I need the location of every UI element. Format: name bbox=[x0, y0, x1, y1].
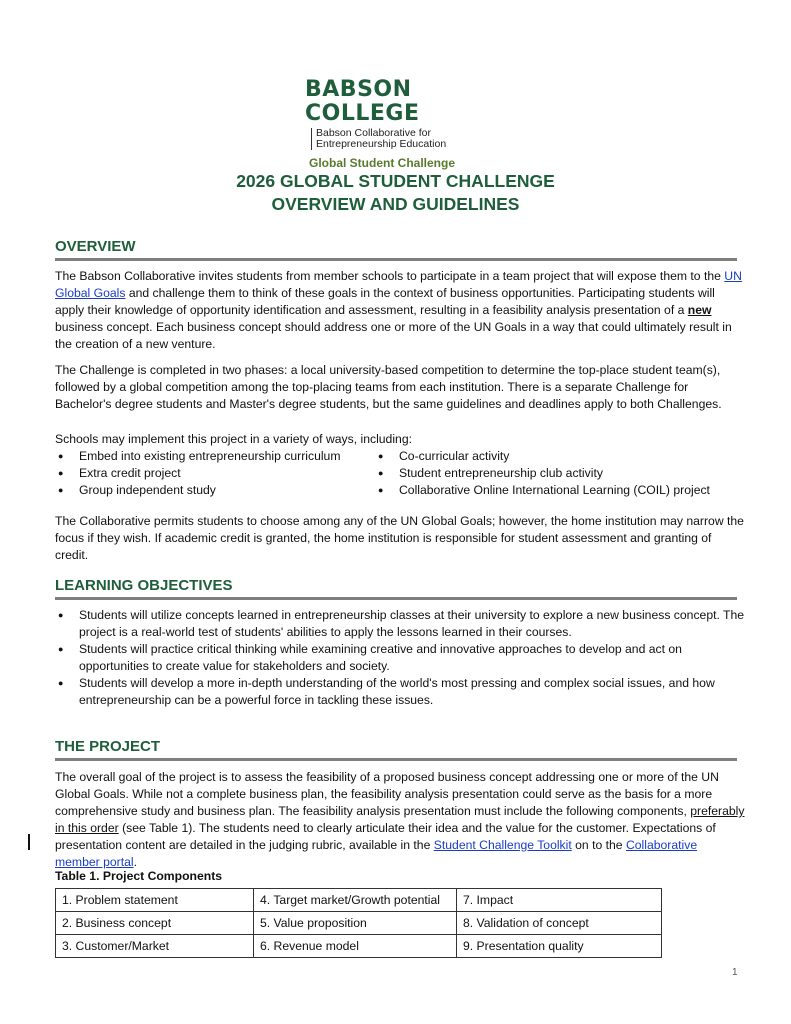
list-item: ● Group independent study bbox=[55, 482, 375, 499]
logo-subtitle bbox=[311, 128, 505, 150]
list-item: ● Collaborative Online International Learning (COIL) project bbox=[375, 482, 745, 499]
page-number: 1 bbox=[732, 967, 738, 978]
title-line2: OVERVIEW AND GUIDELINES bbox=[271, 194, 520, 214]
project-components-table bbox=[55, 888, 662, 958]
table-row bbox=[56, 889, 662, 912]
learning-objectives-heading: LEARNING OBJECTIVES bbox=[55, 577, 737, 600]
implementation-ways-list bbox=[55, 448, 745, 499]
table-cell: 7. Impact bbox=[457, 889, 662, 912]
table-row bbox=[56, 935, 662, 958]
table-cell: 5. Value proposition bbox=[254, 912, 457, 935]
list-item: ● Co-curricular activity bbox=[375, 448, 745, 465]
list-item: ● Student entrepreneurship club activity bbox=[375, 465, 745, 482]
logo-wordmark: BABSON COLLEGE bbox=[305, 77, 420, 126]
logo-subtitle-line2: Entrepreneurship Education bbox=[316, 138, 447, 150]
text-cursor bbox=[28, 834, 30, 850]
table-cell: 3. Customer/Market bbox=[56, 935, 254, 958]
table-caption: Table 1. Project Components bbox=[55, 869, 223, 883]
text: and challenge them to think of these goals in the context of business opportunities. Participating students will apply their knowledge of opportunity identification and assessment, resulting in a feasibility analysis presentation of a bbox=[55, 286, 715, 317]
overview-paragraph-2: The Challenge is completed in two phases: a local university-based competition to determine the top-place student team(s), followed by a global competition among the top-placing teams from each institution. There is a separate Challenge for Bachelor's degree students and Master's degree students, but the same guidelines and deadlines apply to both Challenges. bbox=[55, 363, 722, 411]
text: The overall goal of the project is to assess the feasibility of a proposed business concept addressing one or more of the UN Global Goals. While not a complete business plan, the feasibility analysis presentation could serve as the basis for a more comprehensive study and business plan. The feasibility analysis presentation must include the following components, bbox=[55, 770, 719, 818]
table-cell: 8. Validation of concept bbox=[457, 912, 662, 935]
babson-logo bbox=[305, 78, 505, 170]
un-global-goals-link[interactable]: UN Global Goals bbox=[55, 269, 742, 300]
project-paragraph bbox=[55, 769, 745, 871]
student-challenge-toolkit-link[interactable]: Student Challenge Toolkit bbox=[433, 838, 572, 852]
overview-paragraph-4: The Collaborative permits students to choose among any of the UN Global Goals; however, the home institution may narrow the focus if they wish. If academic credit is granted, the home institution is responsible for student assessment and granting of credit. bbox=[55, 514, 744, 562]
title-line1: 2026 GLOBAL STUDENT CHALLENGE bbox=[236, 171, 555, 191]
table-row bbox=[56, 912, 662, 935]
logo-program: Global Student Challenge bbox=[309, 156, 456, 170]
page-title bbox=[0, 170, 791, 216]
list-item: ● Embed into existing entrepreneurship curriculum bbox=[55, 448, 375, 465]
table-cell: 9. Presentation quality bbox=[457, 935, 662, 958]
the-project-heading: THE PROJECT bbox=[55, 738, 737, 761]
text: on to the bbox=[571, 838, 626, 852]
emphasis-new: new bbox=[687, 303, 712, 317]
overview-paragraph-1 bbox=[55, 268, 745, 353]
collaborative-member-portal-link[interactable]: Collaborative member portal bbox=[55, 838, 698, 869]
table-cell: 2. Business concept bbox=[56, 912, 254, 935]
list-item: ● Students will utilize concepts learned in entrepreneurship classes at their university to explore a new business concept. The project is a real-world test of students' abilities to apply the lessons learned in their courses. bbox=[55, 607, 745, 641]
logo-subtitle-line1: Babson Collaborative for bbox=[316, 127, 431, 139]
overview-paragraph-3: Schools may implement this project in a variety of ways, including: bbox=[55, 432, 412, 446]
list-item: ● Extra credit project bbox=[55, 465, 375, 482]
text: The Babson Collaborative invites students from member schools to participate in a team project that will expose them to the bbox=[55, 269, 725, 283]
text: (see Table 1). The students need to clearly articulate their idea and the value for the customer. Expectations of presentation content are detailed in the judging rubric, available in the bbox=[55, 821, 716, 852]
table-cell: 6. Revenue model bbox=[254, 935, 457, 958]
objectives-list bbox=[55, 607, 745, 709]
emphasis-order: preferably in this order bbox=[55, 804, 745, 835]
overview-heading: OVERVIEW bbox=[55, 238, 737, 261]
text: business concept. Each business concept should address one or more of the UN Goals in a way that could ultimately result in the creation of a new venture. bbox=[55, 320, 732, 351]
table-cell: 1. Problem statement bbox=[56, 889, 254, 912]
list-item: ● Students will develop a more in-depth understanding of the world's most pressing and complex social issues, and how entrepreneurship can be a powerful force in tackling these issues. bbox=[55, 675, 745, 709]
list-item: ● Students will practice critical thinking while examining creative and innovative approaches to develop and act on opportunities to create value for stakeholders and society. bbox=[55, 641, 745, 675]
text: . bbox=[133, 855, 137, 869]
table-cell: 4. Target market/Growth potential bbox=[254, 889, 457, 912]
